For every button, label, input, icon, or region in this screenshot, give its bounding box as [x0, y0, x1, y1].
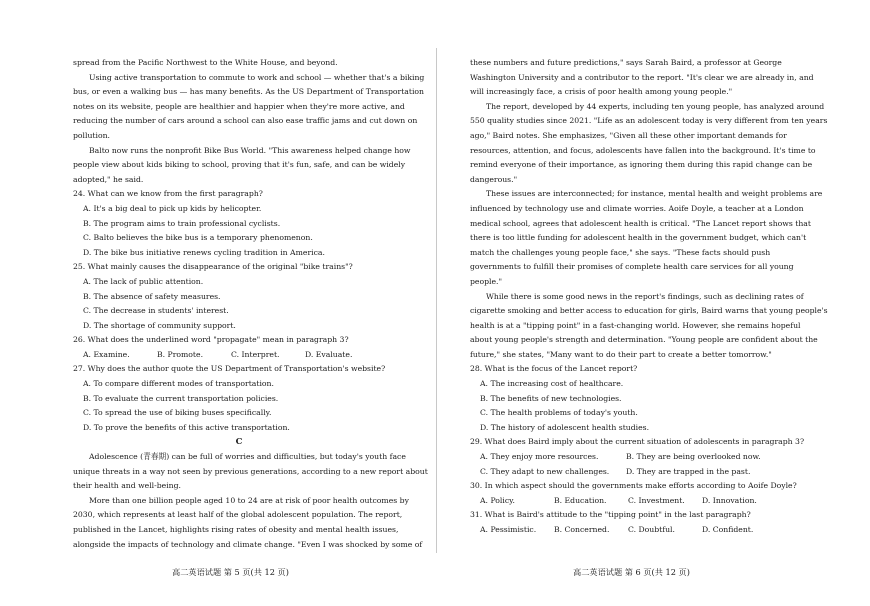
- text-line: Adolescence (青春期) can be full of worries and difficulties, but today's youth face: [89, 452, 406, 462]
- text-line: 2030, which represents at least half of the global adolescent population. The report,: [73, 510, 403, 520]
- text-line: These issues are interconnected; for instance, mental health and weight problems are: [486, 189, 823, 199]
- answer-option-row: [470, 465, 800, 480]
- answer-option: C. Doubtful.: [628, 525, 675, 534]
- text-line: spread from the Pacific Northwest to the White House, and beyond.: [73, 58, 338, 67]
- question-31: 31. What is Baird's attitude to the "tipping point" in the last paragraph?: [470, 510, 751, 520]
- text-line: 550 quality studies since 2021. "Life as an adolescent today is very different from ten years: [470, 116, 828, 126]
- question-26-options: [73, 348, 405, 363]
- text-line: their health and well-being.: [73, 481, 181, 491]
- text-line: notes on its website, people are healthier and happier when they're more active, and: [73, 101, 405, 111]
- text-line: A. The lack of public attention.: [83, 276, 204, 286]
- question-31-options: [470, 523, 800, 538]
- answer-option: B. Promote.: [157, 349, 204, 359]
- answer-option: D. Confident.: [702, 525, 754, 534]
- text-line: remind everyone of their importance, as ignoring them during this rapid change can be: [470, 160, 813, 170]
- text-line: C. To spread the use of biking buses specifically.: [83, 408, 272, 418]
- text-line: medical school, agrees that adolescent health is critical. "The Lancet report shows that: [470, 218, 811, 228]
- text-line: 28. What is the focus of the Lancet report?: [470, 364, 638, 374]
- text-line: reducing the number of cars around a school can also ease traffic jams and cut down on: [73, 116, 418, 126]
- passage-c-text: [73, 450, 428, 552]
- text-line: D. The shortage of community support.: [83, 320, 236, 330]
- text-line: published in the Lancet, highlights rising rates of obesity and mental health issues,: [73, 525, 399, 534]
- answer-option: B. Concerned.: [554, 525, 610, 534]
- text-line: these numbers and future predictions," says Sarah Baird, a professor at George: [470, 58, 782, 67]
- answer-option: B. Education.: [554, 495, 607, 505]
- text-line: governments to fulfill their promises of complete health care services for all young: [470, 262, 794, 272]
- section-heading: C: [235, 437, 243, 448]
- text-line: B. The absence of safety measures.: [83, 291, 221, 301]
- answer-option: A. Examine.: [83, 349, 130, 359]
- text-line: The report, developed by 44 experts, including ten young people, has analyzed around: [486, 101, 825, 111]
- text-line: future," she states, "Many want to do their part to create a better tomorrow.": [470, 349, 772, 359]
- answer-option: B. They are being overlooked now.: [626, 452, 761, 462]
- text-line: D. To prove the benefits of this active transportation.: [83, 422, 290, 432]
- answer-option: A. Policy.: [480, 495, 515, 505]
- text-line: A. It's a big deal to pick up kids by helicopter.: [83, 203, 262, 213]
- answer-option: D. Evaluate.: [305, 349, 353, 359]
- text-line: 29. What does Baird imply about the current situation of adolescents in paragraph 3?: [470, 437, 805, 447]
- text-line: C. The health problems of today's youth.: [480, 408, 638, 418]
- answer-option: A. Pessimistic.: [480, 525, 537, 534]
- text-line: B. The benefits of new technologies.: [480, 393, 622, 403]
- text-line: A. To compare different modes of transportation.: [83, 379, 274, 389]
- text-line: 26. What does the underlined word "propagate" mean in paragraph 3?: [73, 335, 349, 345]
- text-line: C. The decrease in students' interest.: [83, 306, 229, 316]
- text-line: will increasingly face, a crisis of poor health among young people.": [470, 87, 733, 97]
- left-page-footer: 高二英语试题 第 5 页(共 12 页): [172, 567, 289, 577]
- page-divider: [436, 48, 437, 553]
- answer-option: D. Innovation.: [702, 495, 757, 505]
- left-page: [73, 56, 428, 552]
- text-line: dangerous.": [470, 174, 518, 184]
- text-line: C. Balto believes the bike bus is a temporary phenomenon.: [83, 233, 313, 243]
- text-line: alongside the impacts of technology and climate change. "Even I was shocked by some of: [73, 539, 423, 549]
- answer-option: A. They enjoy more resources.: [480, 452, 599, 462]
- text-line: adopted," he said.: [73, 174, 144, 184]
- text-line: More than one billion people aged 10 to 24 are at risk of poor health outcomes by: [89, 495, 409, 505]
- left-text-block-1: [73, 56, 425, 348]
- right-text-block: [470, 56, 828, 450]
- text-line: cigarette smoking and better access to education for girls, Baird warns that young people's: [470, 306, 828, 316]
- text-line: B. The program aims to train professional cyclists.: [83, 218, 281, 228]
- question-30: 30. In which aspect should the governments make efforts according to Aoife Doyle?: [470, 481, 797, 491]
- text-line: 24. What can we know from the first paragraph?: [73, 189, 263, 199]
- right-page-footer: 高二英语试题 第 6 页(共 12 页): [573, 567, 690, 577]
- text-line: resources, attention, and focus, adolescents have fallen into the background. It's time to: [470, 145, 816, 155]
- text-line: 25. What mainly causes the disappearance of the original "bike trains"?: [73, 262, 353, 272]
- text-line: people.": [470, 276, 503, 286]
- answer-option: D. They are trapped in the past.: [626, 466, 751, 476]
- text-line: bus, or even a walking bus — has many benefits. As the US Department of Transportation: [73, 87, 425, 97]
- text-line: Washington University and a contributor to the report. "It's clear we are already in, and: [470, 72, 814, 82]
- text-line: 27. Why does the author quote the US Department of Transportation's website?: [73, 364, 386, 374]
- answer-option: C. Investment.: [628, 495, 685, 505]
- text-line: Using active transportation to commute to work and school — whether that's a biking: [89, 72, 425, 82]
- right-page: [470, 56, 828, 538]
- text-line: ago," Baird notes. She emphasizes, "Given all these other important demands for: [470, 130, 787, 140]
- answer-option: C. Interpret.: [231, 349, 280, 359]
- text-line: pollution.: [73, 130, 110, 140]
- left-text-block-2: [73, 362, 405, 435]
- text-line: unique threats in a way not seen by previous generations, according to a new report about: [73, 466, 428, 476]
- text-line: about young people's strength and determination. "Young people are confident about the: [470, 335, 818, 345]
- question-30-options: [470, 494, 800, 509]
- text-line: people view about kids biking to school, proving that it's fun, safe, and can be widely: [73, 160, 406, 170]
- text-line: B. To evaluate the current transportation policies.: [83, 393, 279, 403]
- answer-option: C. They adapt to new challenges.: [480, 466, 610, 476]
- text-line: match the challenges young people face," she says. "These facts should push: [470, 247, 771, 257]
- text-line: While there is some good news in the report's findings, such as declining rates of: [486, 291, 804, 301]
- question-29-options: [470, 450, 800, 479]
- text-line: D. The history of adolescent health studies.: [480, 422, 650, 432]
- text-line: there is too little funding for adolescent health in the government budget, which can't: [470, 233, 807, 243]
- text-line: A. The increasing cost of healthcare.: [480, 379, 624, 389]
- text-line: D. The bike bus initiative renews cycling tradition in America.: [83, 247, 325, 257]
- answer-option-row: [470, 450, 800, 465]
- text-line: Balto now runs the nonprofit Bike Bus World. "This awareness helped change how: [89, 145, 411, 155]
- text-line: influenced by technology use and climate worries. Aoife Doyle, a teacher at a London: [470, 203, 804, 213]
- text-line: health is at a "tipping point" in a fast-changing world. However, she remains hopeful: [470, 320, 801, 330]
